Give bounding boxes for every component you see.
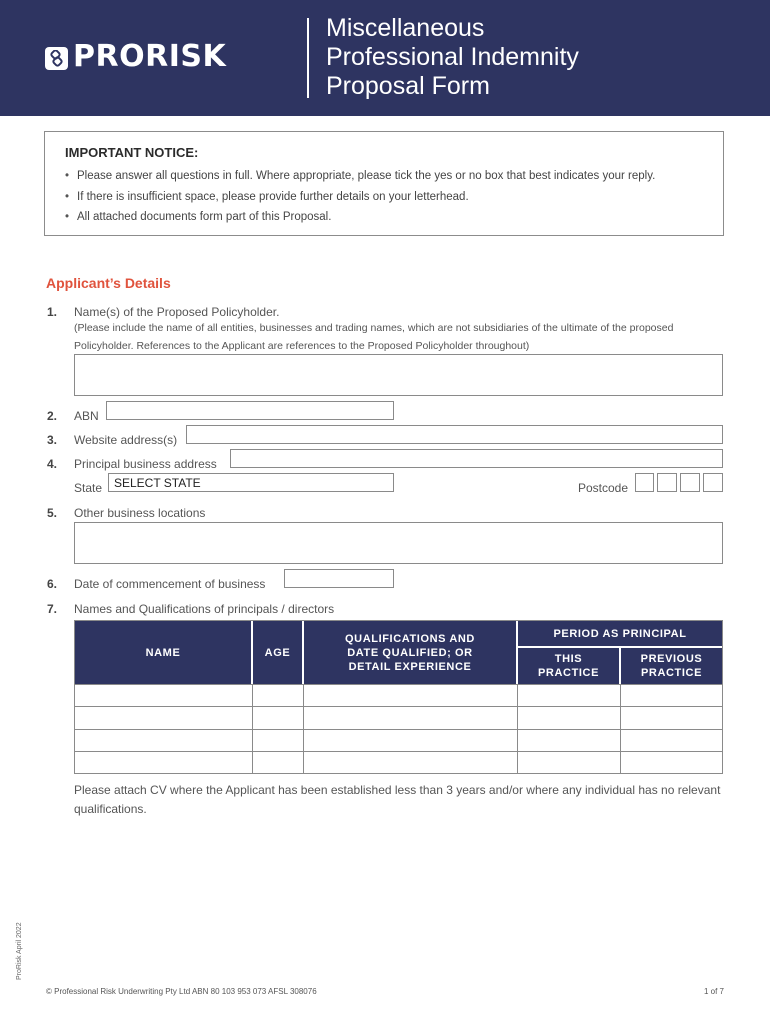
form-title-line: Miscellaneous — [326, 14, 485, 42]
section-title-applicant-details: Applicant’s Details — [46, 275, 171, 291]
question-label-website: Website address(s) — [74, 433, 178, 447]
principals-table — [74, 620, 723, 774]
footer-copyright: © Professional Risk Underwriting Pty Ltd ABN 80 103 953 073 AFSL 308076 — [46, 987, 317, 996]
question-label-policyholder-name: Name(s) of the Proposed Policyholder. — [74, 305, 280, 319]
abn-field[interactable] — [106, 401, 394, 420]
question-number: 2. — [47, 409, 58, 423]
notice-item: • If there is insufficient space, please provide further details on your letterhead. — [65, 187, 655, 208]
postcode-digit-field[interactable] — [635, 473, 654, 492]
state-label: State — [74, 481, 103, 495]
website-field[interactable] — [186, 425, 723, 444]
table-header-previous-practice: PREVIOUS PRACTICE — [621, 648, 722, 684]
table-cell-name[interactable] — [75, 685, 252, 707]
commencement-date-field[interactable] — [284, 569, 394, 588]
question-label-commencement-date: Date of commencement of business — [74, 577, 266, 591]
notice-list — [65, 166, 655, 228]
principal-address-field[interactable] — [230, 449, 723, 468]
question-label-principals: Names and Qualifications of principals / directors — [74, 602, 335, 616]
question-number: 1. — [47, 305, 58, 319]
table-header-name: NAME — [75, 621, 251, 684]
question-number: 5. — [47, 506, 58, 520]
question-number: 6. — [47, 577, 58, 591]
form-title-line: Proposal Form — [326, 72, 490, 100]
table-header-this-practice: THIS PRACTICE — [518, 648, 619, 684]
side-revision-label: ProRisk April 2022 — [16, 922, 23, 980]
form-title-line: Professional Indemnity — [326, 43, 579, 71]
question-label-abn: ABN — [74, 409, 99, 423]
postcode-digit-field[interactable] — [657, 473, 677, 492]
table-cell-name[interactable] — [75, 730, 252, 752]
question-number: 4. — [47, 457, 58, 471]
postcode-label: Postcode — [578, 481, 629, 495]
notice-item: • All attached documents form part of this Proposal. — [65, 207, 655, 228]
form-title — [326, 14, 579, 101]
question-number: 3. — [47, 433, 58, 447]
question-label-principal-address: Principal business address — [74, 457, 217, 471]
table-header-period: PERIOD AS PRINCIPAL — [518, 621, 722, 646]
header-divider — [307, 18, 309, 98]
notice-item: • Please answer all questions in full. Where appropriate, please tick the yes or no box that best indicates your reply. — [65, 166, 655, 187]
cv-attachment-note: Please attach CV where the Applicant has been established less than 3 years and/or where any individual has no relevant qualifications. — [74, 783, 721, 816]
prorisk-logo-icon — [45, 47, 68, 70]
question-number: 7. — [47, 602, 58, 616]
policyholder-name-field[interactable] — [74, 354, 723, 396]
question-label-other-locations: Other business locations — [74, 506, 206, 520]
table-header-qualifications: QUALIFICATIONS AND DATE QUALIFIED; OR DETAIL EXPERIENCE — [304, 621, 516, 684]
notice-title: IMPORTANT NOTICE: — [65, 145, 199, 160]
postcode-digit-field[interactable] — [680, 473, 700, 492]
brand-logo-text: PRORISK — [73, 39, 227, 74]
question-note-policyholder-name: (Please include the name of all entities, businesses and trading names, which are not subsidiaries of the ultimate of the proposed Policyholder. References to the Applicant are references to the Proposed Policyholder throughout) — [74, 322, 674, 352]
footer-page-number: 1 of 7 — [703, 987, 724, 996]
header-banner — [0, 0, 770, 116]
table-header-age: AGE — [253, 621, 302, 684]
other-locations-field[interactable] — [74, 522, 723, 564]
table-cell-name[interactable] — [75, 707, 252, 729]
table-cell-name[interactable] — [75, 752, 252, 774]
postcode-digit-field[interactable] — [703, 473, 723, 492]
state-select[interactable]: SELECT STATE — [108, 473, 394, 492]
important-notice-box — [44, 131, 724, 236]
